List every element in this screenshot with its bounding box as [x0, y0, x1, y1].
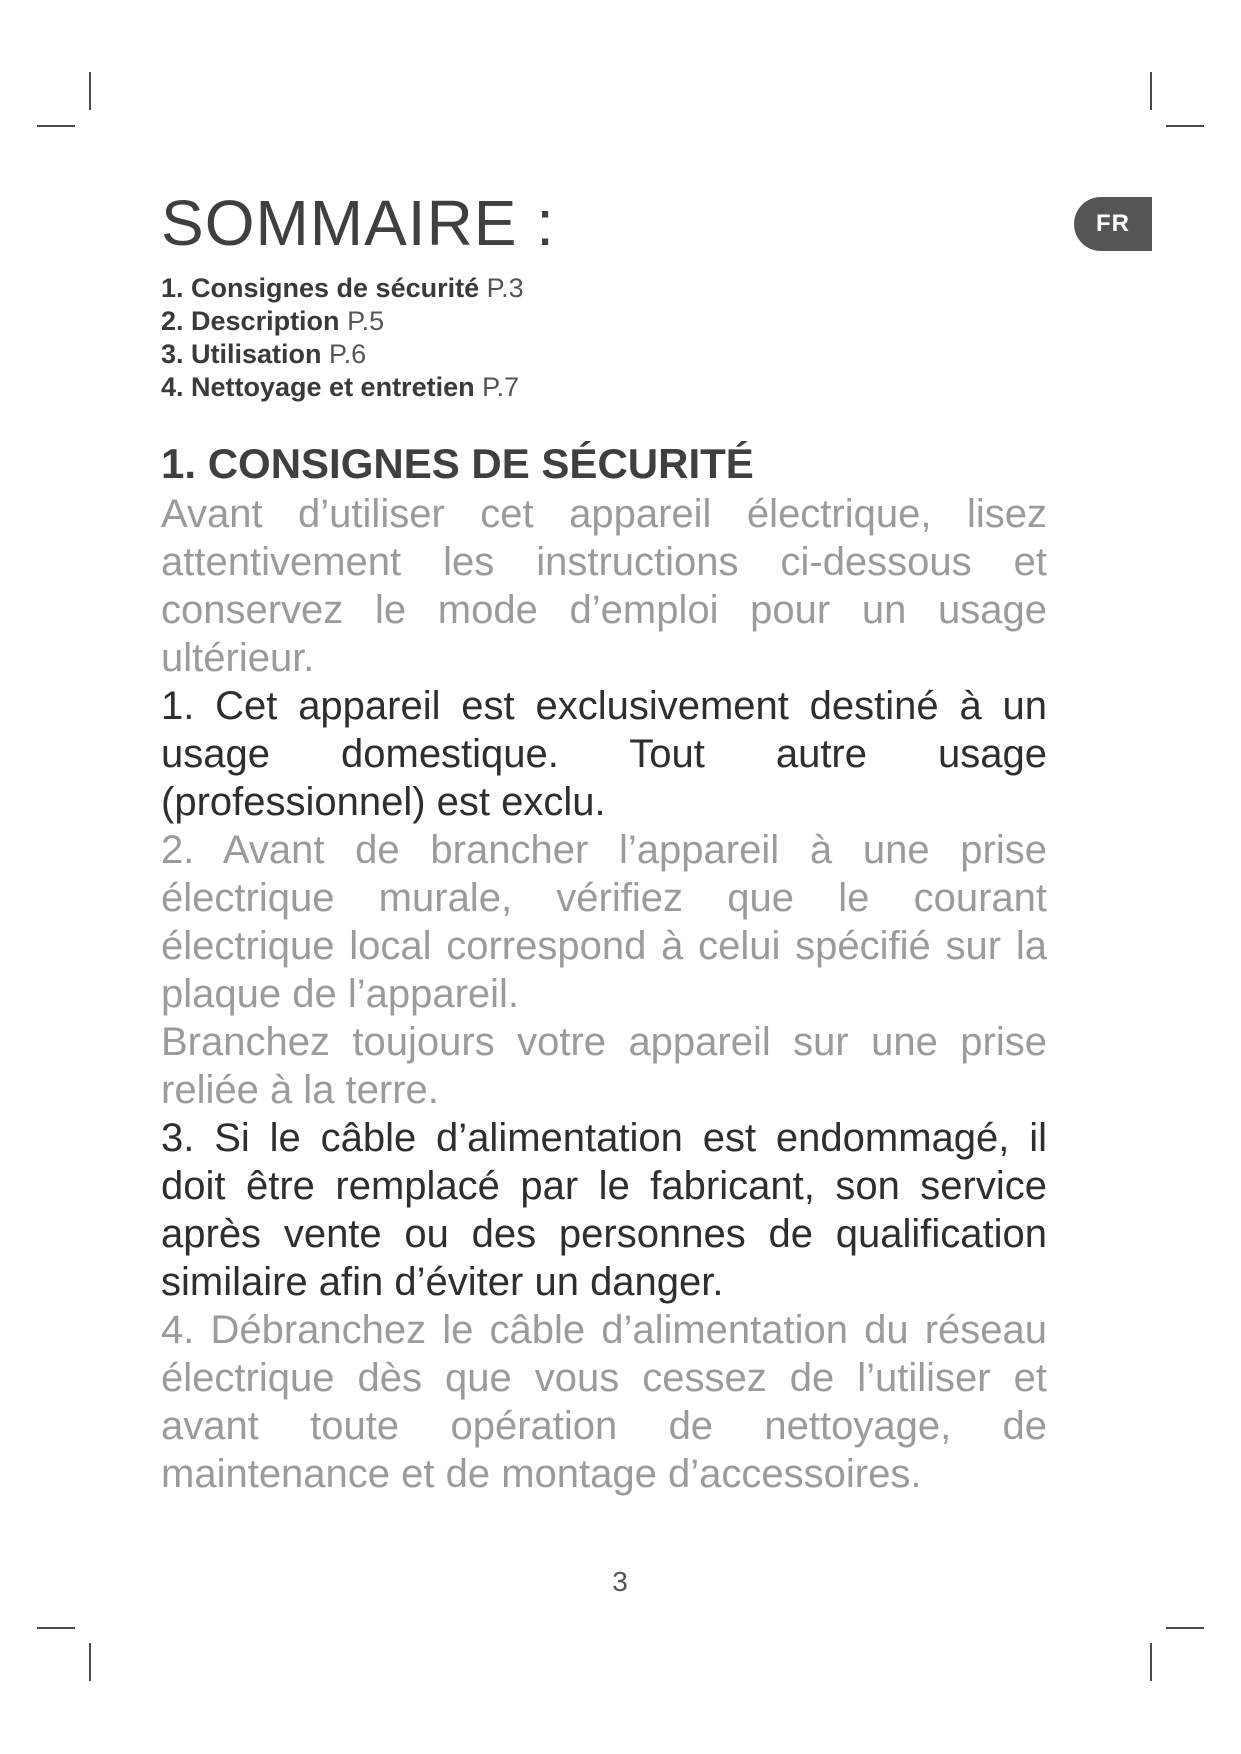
crop-mark-top-right-horizontal [1166, 125, 1204, 127]
section-heading: 1. CONSIGNES DE SÉCURITÉ [161, 440, 754, 487]
crop-mark-bottom-left-horizontal [37, 1627, 75, 1629]
instruction-4: 4. Débranchez le câble d’alimentation du réseau électrique dès que vous cessez de l’utiliser et avant toute opération de nettoyage, de maintenance et de montage d’accessoires. [161, 1308, 1047, 1496]
intro-paragraph: Avant d’utiliser cet appareil électrique, lisez attentivement les instructions ci-dessous et conservez le mode d’emploi pour un usage ultérieur. [161, 492, 1047, 680]
toc-item [161, 338, 524, 371]
instruction-2-note: Branchez toujours votre appareil sur une prise reliée à la terre. [161, 1020, 1047, 1112]
toc-item [161, 371, 524, 404]
toc-item-page: P.7 [482, 372, 520, 402]
instruction-1: 1. Cet appareil est exclusivement destiné à un usage domestique. Tout autre usage (professionnel) est exclu. [161, 684, 1047, 824]
safety-instructions [161, 490, 1047, 1498]
page-title: SOMMAIRE : [161, 187, 556, 259]
language-badge: FR [1074, 197, 1152, 251]
crop-mark-bottom-right-vertical [1150, 1643, 1152, 1681]
instruction-3: 3. Si le câble d’alimentation est endommagé, il doit être remplacé par le fabricant, son service après vente ou des personnes de qualification similaire afin d’éviter un danger. [161, 1116, 1047, 1304]
toc-item-page: P.6 [329, 339, 367, 369]
toc-item-label: 3. Utilisation [161, 339, 322, 369]
toc-item-label: 4. Nettoyage et entretien [161, 372, 475, 402]
table-of-contents [161, 272, 524, 404]
toc-item-label: 1. Consignes de sécurité [161, 273, 480, 303]
crop-mark-top-left-vertical [89, 72, 91, 110]
crop-mark-bottom-right-horizontal [1166, 1627, 1204, 1629]
crop-mark-top-right-vertical [1150, 72, 1152, 110]
crop-mark-bottom-left-vertical [89, 1643, 91, 1681]
toc-item [161, 272, 524, 305]
instruction-2: 2. Avant de brancher l’appareil à une prise électrique murale, vérifiez que le courant électrique local correspond à celui spécifié sur la plaque de l’appareil. [161, 828, 1047, 1016]
toc-item-page: P.3 [486, 273, 524, 303]
page-number: 3 [612, 1566, 628, 1597]
crop-mark-top-left-horizontal [37, 125, 75, 127]
toc-item [161, 305, 524, 338]
toc-item-label: 2. Description [161, 306, 340, 336]
toc-item-page: P.5 [347, 306, 385, 336]
